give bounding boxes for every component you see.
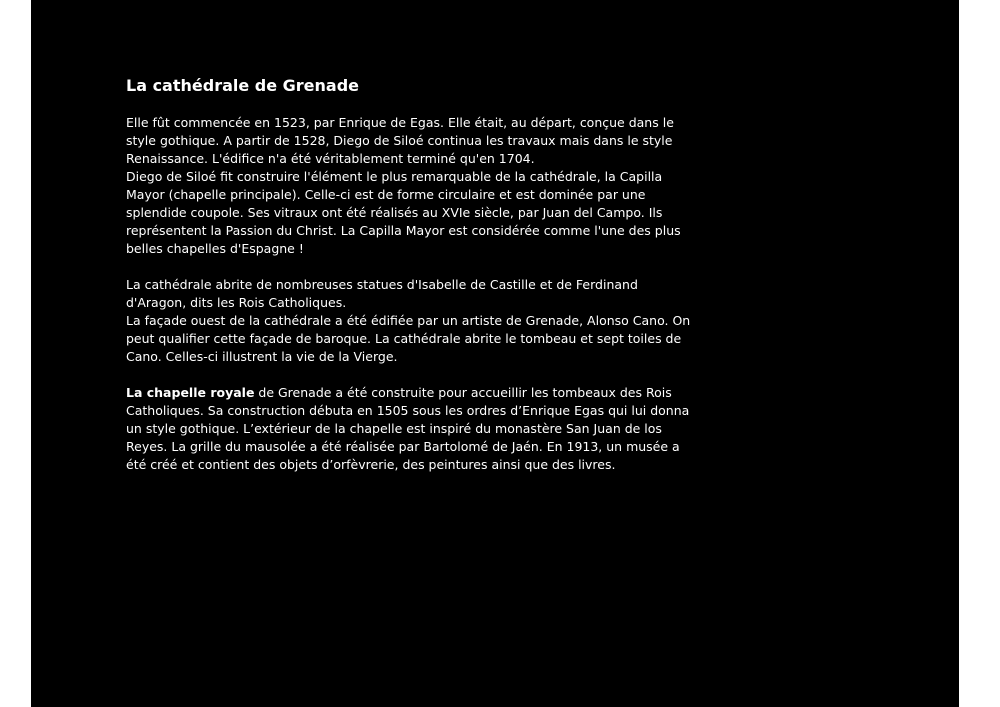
paragraph-history bbox=[126, 114, 696, 258]
royal-chapel-lead: La chapelle royale bbox=[126, 385, 255, 400]
paragraph-statues: La cathédrale abrite de nombreuses statues d'Isabelle de Castille et de Ferdinand d'Aragon, dits les Rois Catholiques. bbox=[126, 277, 638, 310]
royal-chapel-body: de Grenade a été construite pour accueillir les tombeaux des Rois Catholiques. Sa construction débuta en 1505 sous les ordres d’Enrique Egas qui lui donna un style gothique. L’extérieur de la chapelle est inspiré du monastère San Juan de los Reyes. La grille du mausolée a été réalisée par Bartolomé de Jaén. En 1913, un musée a été créé et contient des objets d’orfèvrerie, des peintures ainsi que des livres. bbox=[126, 385, 690, 472]
paragraph-capilla-mayor: Diego de Siloé fit construire l'élément le plus remarquable de la cathédrale, la Capilla Mayor (chapelle principale). Celle-ci est de forme circulaire et est dominée par une splendide coupole. Ses vitraux ont été réalisés au XVIe siècle, par Juan del Campo. Ils représentent la Passion du Christ. La Capilla Mayor est considérée comme l'une des plus belles chapelles d'Espagne ! bbox=[126, 169, 681, 256]
document-page bbox=[31, 0, 959, 707]
paragraph-construction: Elle fût commencée en 1523, par Enrique de Egas. Elle était, au départ, conçue dans le style gothique. A partir de 1528, Diego de Siloé continua les travaux mais dans le style Renaissance. L'édifice n'a été véritablement terminé qu'en 1704. bbox=[126, 115, 674, 166]
paragraph-royal-chapel bbox=[126, 384, 696, 474]
document-content bbox=[126, 76, 696, 492]
page-title: La cathédrale de Grenade bbox=[126, 76, 360, 95]
royal-chapel-text bbox=[126, 384, 696, 474]
paragraph-facade: La façade ouest de la cathédrale a été édifiée par un artiste de Grenade, Alonso Cano. On peut qualifier cette façade de baroque. La cathédrale abrite le tombeau et sept toiles de Cano. Celles-ci illustrent la vie de la Vierge. bbox=[126, 313, 691, 364]
paragraph-statues-facade bbox=[126, 276, 696, 366]
